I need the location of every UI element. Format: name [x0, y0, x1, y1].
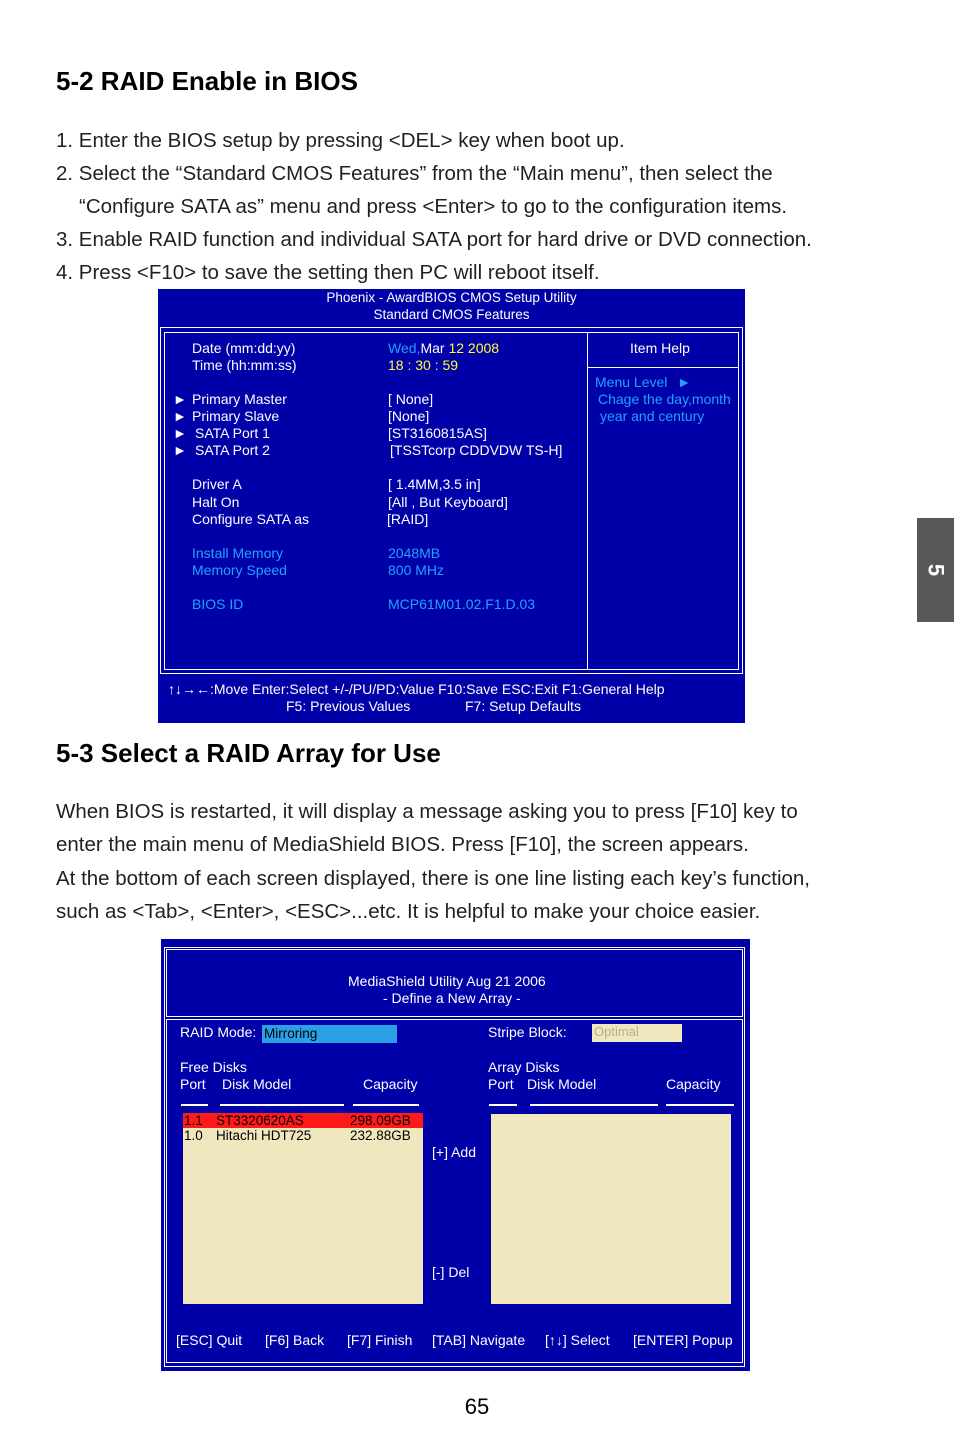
disk-row-selected[interactable]: [183, 1113, 423, 1128]
disk-model: Hitachi HDT725: [216, 1128, 312, 1143]
bios-footer-f7: F7: Setup Defaults: [465, 698, 581, 714]
bios-menu-level-label: Menu Level: [595, 374, 668, 390]
step-4: 4. Press <F10> to save the setting then PC will reboot itself.: [56, 261, 600, 284]
bios-arrow-icon: ►: [173, 425, 187, 441]
array-col-port: Port: [488, 1076, 514, 1092]
bios-item-help-title: Item Help: [630, 340, 690, 356]
bios-header-subtitle: Standard CMOS Features: [373, 307, 530, 322]
stripe-block-label: Stripe Block:: [488, 1024, 567, 1040]
bios-value-halt-on[interactable]: [All , But Keyboard]: [388, 494, 508, 510]
bios-label-primary-slave[interactable]: Primary Slave: [192, 408, 280, 424]
key-enter-popup: [ENTER] Popup: [633, 1332, 733, 1348]
step-1: 1. Enter the BIOS setup by pressing <DEL> key when boot up.: [56, 129, 625, 152]
bios-value-date[interactable]: [388, 340, 499, 356]
array-col-model: Disk Model: [527, 1076, 597, 1092]
disk-port: 1.1: [184, 1113, 203, 1128]
key-f6-back: [F6] Back: [265, 1332, 325, 1348]
paragraph-line-1: When BIOS is restarted, it will display a message asking you to press [F10] key to: [56, 800, 798, 823]
bios-value-time[interactable]: 18 : 30 : 59: [388, 357, 459, 373]
paragraph-line-4: such as <Tab>, <Enter>, <ESC>...etc. It is helpful to make your choice easier.: [56, 900, 761, 923]
bios-arrow-icon: ►: [173, 391, 187, 407]
bios-value-driver-a[interactable]: [ 1.4MM,3.5 in]: [388, 476, 481, 492]
bios-date-day: Wed,: [388, 340, 421, 356]
disk-model: ST3320620AS: [216, 1113, 304, 1128]
bios-label-sata-port-2[interactable]: SATA Port 2: [195, 442, 270, 458]
bios-arrow-icon: ►: [173, 408, 187, 424]
raid-mode-select[interactable]: Mirroring: [262, 1025, 397, 1043]
bios-label-driver-a: Driver A: [192, 476, 242, 492]
del-button[interactable]: [-] Del: [432, 1264, 470, 1280]
paragraph-line-2: enter the main menu of MediaShield BIOS. Press [F10], the screen appears.: [56, 833, 749, 856]
free-disks-heading: Free Disks: [180, 1059, 247, 1075]
bios-label-configure-sata: Configure SATA as: [192, 511, 309, 527]
section-title-select-raid-array: 5-3 Select a RAID Array for Use: [56, 738, 441, 768]
step-2-cont: “Configure SATA as” menu and press <Enter> to go to the configuration items.: [79, 195, 788, 218]
step-3: 3. Enable RAID function and individual SATA port for hard drive or DVD connection.: [56, 228, 812, 251]
page-number: 65: [464, 1394, 490, 1419]
bios-label-memory-speed: Memory Speed: [192, 562, 287, 578]
bios-arrow-icon: ►: [173, 442, 187, 458]
bios-value-memory-speed: 800 MHz: [388, 562, 445, 578]
section-title-raid-enable: 5-2 RAID Enable in BIOS: [56, 66, 358, 96]
bios-footer-f5: F5: Previous Values: [286, 698, 411, 714]
array-col-capacity: Capacity: [666, 1076, 721, 1092]
bios-date-month: Mar: [420, 340, 445, 356]
bios-menu-level: [595, 374, 691, 390]
key-f7-finish: [F7] Finish: [347, 1332, 413, 1348]
bios-value-primary-master: [ None]: [388, 391, 434, 407]
bios-value-install-memory: 2048MB: [388, 545, 441, 561]
bios-date-daynum: 12 2008: [448, 340, 500, 356]
add-button[interactable]: [+] Add: [432, 1144, 476, 1160]
array-disks-heading: Array Disks: [488, 1059, 560, 1075]
bios-value-bios-id: MCP61M01.02.F1.D.03: [388, 596, 536, 612]
bios-footer-keys: ↑↓→←:Move Enter:Select +/-/PU/PD:Value F10:Save ESC:Exit F1:General Help: [168, 681, 665, 697]
mediashield-screen: [161, 939, 750, 1371]
bios-value-sata-port-1: [ST3160815AS]: [388, 425, 487, 441]
paragraph-line-3: At the bottom of each screen displayed, there is one line listing each key’s function,: [56, 867, 811, 890]
free-col-model: Disk Model: [222, 1076, 292, 1092]
bios-help-line-1: Chage the day,month: [598, 391, 731, 407]
bios-value-primary-slave: [None]: [388, 408, 430, 424]
bios-value-sata-port-2: [TSSTcorp CDDVDW TS-H]: [390, 442, 563, 458]
bios-label-primary-master[interactable]: Primary Master: [192, 391, 287, 407]
bios-label-bios-id: BIOS ID: [192, 596, 244, 612]
bios-label-date: Date (mm:dd:yy): [192, 340, 296, 356]
key-esc-quit: [ESC] Quit: [176, 1332, 243, 1348]
raid-mode-label: RAID Mode:: [180, 1024, 257, 1040]
bios-label-time: Time (hh:mm:ss): [192, 357, 297, 373]
disk-capacity: 232.88GB: [350, 1128, 411, 1143]
key-tab-navigate: [TAB] Navigate: [432, 1332, 526, 1348]
bios-help-line-2: year and century: [600, 408, 705, 424]
bios-label-install-memory: Install Memory: [192, 545, 284, 561]
free-col-capacity: Capacity: [363, 1076, 418, 1092]
key-select: [↑↓] Select: [545, 1332, 610, 1348]
disk-port: 1.0: [184, 1128, 203, 1143]
stripe-block-select[interactable]: Optimal: [592, 1024, 682, 1042]
disk-capacity: 298.09GB: [350, 1113, 411, 1128]
ms-subtitle: - Define a New Array -: [383, 990, 521, 1006]
array-disks-list[interactable]: [491, 1114, 731, 1304]
bios-label-halt-on: Halt On: [192, 494, 240, 510]
bios-screen: [158, 289, 745, 723]
bios-label-sata-port-1[interactable]: SATA Port 1: [195, 425, 270, 441]
bios-value-configure-sata[interactable]: [RAID]: [387, 511, 429, 527]
step-2: 2. Select the “Standard CMOS Features” from the “Main menu”, then select the: [56, 162, 773, 185]
arrow-right-icon: ►: [677, 374, 692, 390]
bios-header-title: Phoenix - AwardBIOS CMOS Setup Utility: [326, 290, 577, 305]
free-col-port: Port: [180, 1076, 206, 1092]
disk-row[interactable]: [183, 1128, 423, 1143]
chapter-tab: [917, 518, 954, 622]
ms-title: MediaShield Utility Aug 21 2006: [348, 973, 546, 989]
chapter-number: 5: [923, 563, 949, 577]
